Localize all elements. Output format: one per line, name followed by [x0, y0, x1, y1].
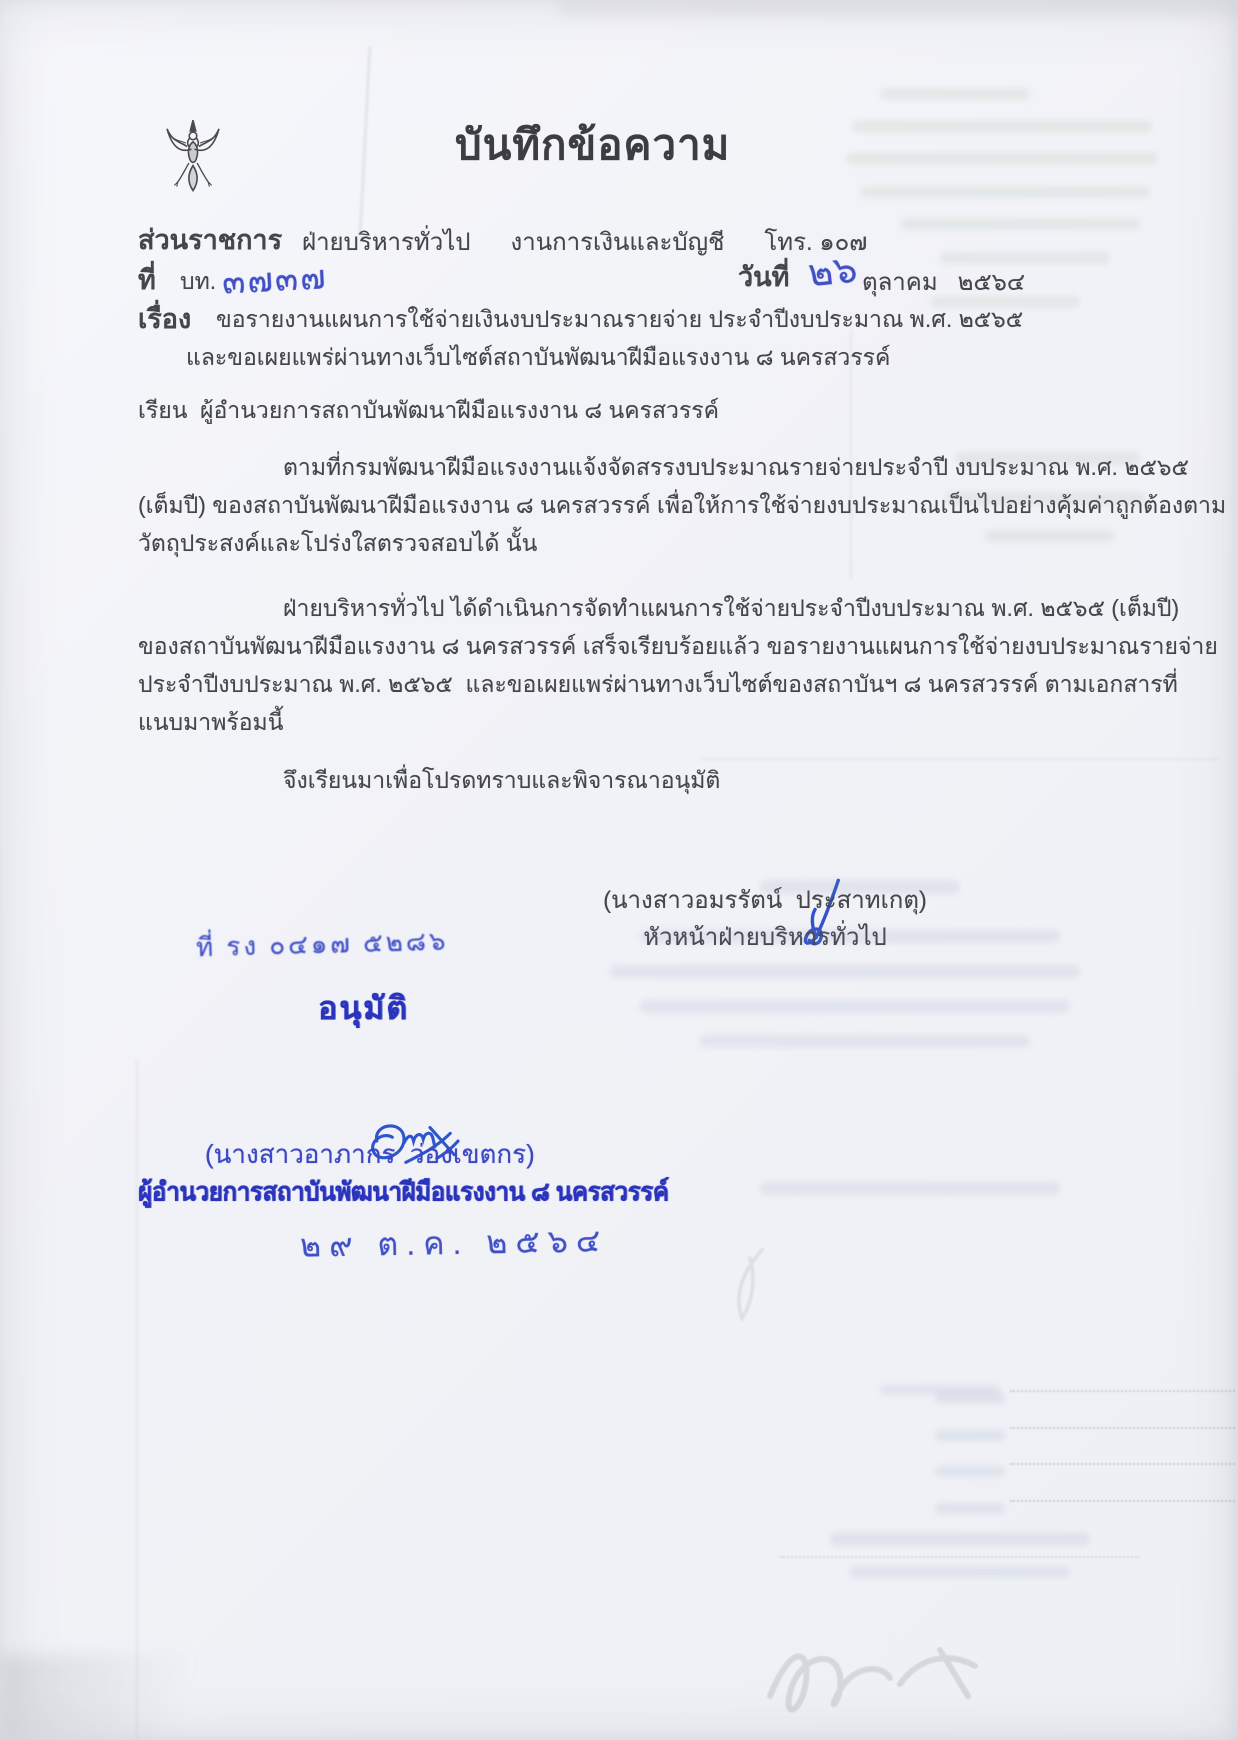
- bleedthrough-line: [610, 965, 1080, 978]
- bleedthrough-dotted-line: [780, 1556, 1140, 1558]
- signer-name: (นางสาวอมรรัตน์ ประสาทเกตุ): [603, 887, 927, 914]
- bleedthrough-dotted-line: [1010, 1427, 1235, 1429]
- garuda-emblem-icon: [160, 82, 226, 174]
- approver-name: (นางสาวอาภากร ว่องเขตกร): [205, 1139, 535, 1169]
- bleedthrough-line: [700, 1035, 1030, 1047]
- approval-date-handwritten: ๒๙ ต.ค. ๒๕๖๔: [299, 1222, 609, 1264]
- bleedthrough-line: [940, 252, 1110, 264]
- bleedthrough-label: [935, 1503, 1005, 1514]
- approval-stamp: อนุมัติ: [318, 990, 409, 1026]
- bleedthrough-line: [760, 880, 960, 894]
- agency-label: ส่วนราชการ: [138, 225, 283, 255]
- paragraph2-line1: ฝ่ายบริหารทั่วไป ได้ดำเนินการจัดทำแผนการใช้จ่ายประจำปีงบประมาณ พ.ศ. ๒๕๖๕ (เต็มปี): [283, 595, 1180, 621]
- bleedthrough-dotted-line: [1010, 1463, 1235, 1465]
- bleedthrough-line: [846, 152, 1158, 165]
- bleedthrough-label: [935, 1430, 1005, 1441]
- bleedthrough-line: [985, 530, 1115, 542]
- bleedthrough-line: [850, 1566, 1070, 1578]
- bleedthrough-label: [935, 1466, 1005, 1477]
- date-label: วันที่: [738, 262, 790, 292]
- to-label: เรียน: [138, 397, 188, 423]
- corner-shadow: [0, 1655, 280, 1740]
- paper-crease: [359, 46, 371, 236]
- ghost-signature: [740, 1590, 1010, 1700]
- doc-no-prefix: บท.: [180, 268, 217, 294]
- agency-value: ฝ่ายบริหารทั่วไป งานการเงินและบัญชี โทร. ๑๐๗: [302, 229, 868, 256]
- paper-crease: [700, 758, 1220, 760]
- paragraph1-line3: วัตถุประสงค์และโปร่งใสตรวจสอบได้ นั้น: [138, 530, 538, 556]
- edge-shadow: [560, 0, 1238, 16]
- bleedthrough-line: [955, 452, 1140, 465]
- bleedthrough-line: [640, 930, 1060, 943]
- bleedthrough-line: [830, 1532, 1090, 1546]
- bleedthrough-dotted-line: [1010, 1390, 1235, 1392]
- subject-label: เรื่อง: [138, 304, 192, 334]
- date-printed: ตุลาคม ๒๕๖๔: [862, 269, 1026, 296]
- subject-line2: และขอเผยแพร่ผ่านทางเว็บไซต์สถาบันพัฒนาฝีมือแรงงาน ๘ นครสวรรค์: [186, 344, 891, 370]
- bleedthrough-dotted-line: [1010, 1500, 1235, 1502]
- paper-crease: [136, 1060, 138, 1740]
- bleedthrough-line: [760, 1182, 1060, 1195]
- doc-no-handwritten: ๓๗๓๗: [221, 258, 329, 302]
- bleedthrough-label: [935, 1393, 1005, 1404]
- date-day-handwritten: ๒๖: [806, 248, 860, 296]
- bleedthrough-line: [930, 296, 1080, 308]
- approver-position-stamp: ผู้อำนวยการสถาบันพัฒนาฝีมือแรงงาน ๘ นครสวรรค์: [138, 1178, 669, 1208]
- paper-crease: [850, 330, 852, 580]
- paragraph1-line1: ตามที่กรมพัฒนาฝีมือแรงงานแจ้งจัดสรรงบประมาณรายจ่ายประจำปี งบประมาณ พ.ศ. ๒๕๖๕: [283, 454, 1189, 480]
- to-value: ผู้อำนวยการสถาบันพัฒนาฝีมือแรงงาน ๘ นครสวรรค์: [200, 397, 720, 423]
- bleedthrough-line: [945, 492, 1145, 505]
- bleedthrough-line: [860, 186, 1150, 198]
- bleedthrough-line: [900, 218, 1140, 230]
- paragraph2-line3: ประจำปีงบประมาณ พ.ศ. ๒๕๖๕ และขอเผยแพร่ผ่านทางเว็บไซต์ของสถาบันฯ ๘ นครสวรรค์ ตามเอกสารที่: [138, 671, 1178, 697]
- bleedthrough-line: [852, 120, 1152, 133]
- signer-position: หัวหน้าฝ่ายบริหารทั่วไป: [643, 924, 887, 951]
- closing-line: จึงเรียนมาเพื่อโปรดทราบและพิจารณาอนุมัติ: [283, 767, 721, 793]
- doc-no-label: ที่: [138, 265, 156, 295]
- bleedthrough-line: [640, 1000, 1070, 1013]
- paragraph2-line4: แนบมาพร้อมนี้: [138, 709, 284, 735]
- ref-number-handwritten: ที่ รง ๐๔๑๗ ๕๒๘๖: [195, 925, 449, 963]
- bleedthrough-line: [880, 88, 1030, 100]
- document-title: บันทึกข้อความ: [455, 121, 731, 168]
- subject-line1: ขอรายงานแผนการใช้จ่ายเงินงบประมาณรายจ่าย ประจำปีงบประมาณ พ.ศ. ๒๕๖๕: [216, 306, 1024, 332]
- ghost-pen-loop: [722, 1208, 774, 1290]
- signature-director: [338, 1078, 464, 1136]
- paragraph2-line2: ของสถาบันพัฒนาฝีมือแรงงาน ๘ นครสวรรค์ เสร็จเรียบร้อยแล้ว ขอรายงานแผนการใช้จ่ายงบประมาณรายจ่าย: [138, 633, 1218, 659]
- paragraph1-line2: (เต็มปี) ของสถาบันพัฒนาฝีมือแรงงาน ๘ นครสวรรค์ เพื่อให้การใช้จ่ายงบประมาณเป็นไปอย่างคุ้มค่าถูกต้องตาม: [138, 492, 1227, 518]
